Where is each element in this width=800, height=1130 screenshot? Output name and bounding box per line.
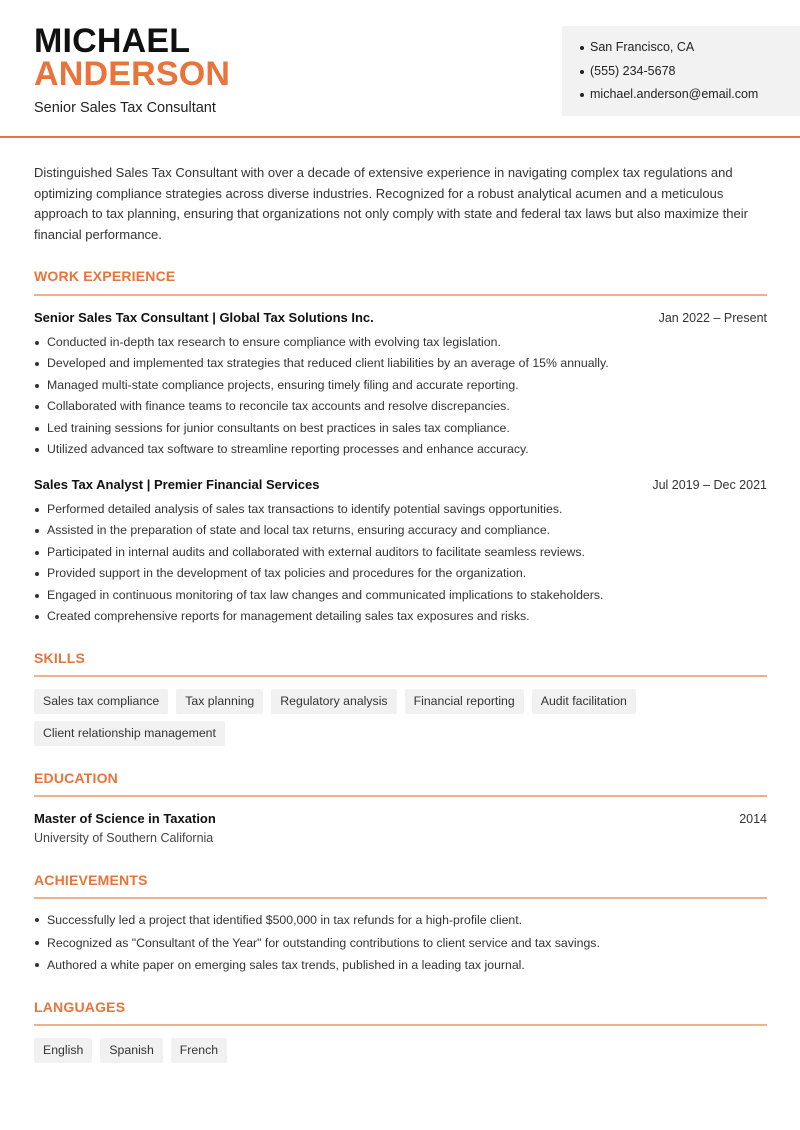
section-divider: [34, 1024, 767, 1026]
skill-chip: Sales tax compliance: [34, 689, 168, 714]
degree-title: Master of Science in Taxation: [34, 811, 216, 826]
resume-header: [0, 0, 800, 138]
job-title: Senior Sales Tax Consultant: [34, 100, 216, 116]
school-name: University of Southern California: [34, 831, 214, 845]
list-item: Collaborated with finance teams to reconcile tax accounts and resolve discrepancies.: [34, 396, 774, 417]
list-item: Managed multi-state compliance projects, ensuring timely filing and accurate reporting.: [34, 375, 774, 396]
skill-chip: Tax planning: [176, 689, 263, 714]
language-chip: Spanish: [100, 1038, 162, 1063]
list-item: Conducted in-depth tax research to ensure compliance with evolving tax legislation.: [34, 332, 774, 353]
education-year: 2014: [739, 812, 767, 826]
list-item: Developed and implemented tax strategies that reduced client liabilities by an average of 15% annually.: [34, 353, 774, 374]
achievements-heading: ACHIEVEMENTS: [34, 872, 148, 888]
section-divider: [34, 675, 767, 677]
section-divider: [34, 294, 767, 296]
first-name: MICHAEL: [34, 22, 191, 60]
last-name: ANDERSON: [34, 55, 231, 93]
job-role: Senior Sales Tax Consultant | Global Tax Solutions Inc.: [34, 310, 374, 325]
skill-chip: Financial reporting: [405, 689, 524, 714]
section-divider: [34, 795, 767, 797]
list-item: Performed detailed analysis of sales tax transactions to identify potential savings opportunities.: [34, 499, 774, 520]
job-dates: Jul 2019 – Dec 2021: [652, 478, 767, 492]
language-chip: French: [171, 1038, 227, 1063]
skill-chip: Audit facilitation: [532, 689, 636, 714]
languages-heading: LANGUAGES: [34, 999, 126, 1015]
list-item: Created comprehensive reports for management detailing sales tax exposures and risks.: [34, 606, 774, 627]
list-item: Engaged in continuous monitoring of tax law changes and communicated implications to stakeholders.: [34, 585, 774, 606]
skill-chip: Regulatory analysis: [271, 689, 396, 714]
achievements-list: [34, 909, 774, 977]
contact-location: San Francisco, CA: [580, 36, 800, 60]
contact-phone: (555) 234-5678: [580, 60, 800, 84]
skill-chip: Client relationship management: [34, 721, 225, 746]
languages-list: [34, 1038, 774, 1070]
section-divider: [34, 897, 767, 899]
list-item: Utilized advanced tax software to streamline reporting processes and enhance accuracy.: [34, 439, 774, 460]
list-item: Recognized as "Consultant of the Year" for outstanding contributions to client service and tax savings.: [34, 932, 774, 955]
list-item: Assisted in the preparation of state and local tax returns, ensuring accuracy and compliance.: [34, 520, 774, 541]
skills-list: [34, 689, 774, 753]
list-item: Provided support in the development of tax policies and procedures for the organization.: [34, 563, 774, 584]
work-experience-heading: WORK EXPERIENCE: [34, 268, 176, 284]
list-item: Participated in internal audits and collaborated with external auditors to facilitate seamless reviews.: [34, 542, 774, 563]
job-dates: Jan 2022 – Present: [658, 311, 767, 325]
education-heading: EDUCATION: [34, 770, 118, 786]
job-bullets: [34, 332, 774, 460]
list-item: Successfully led a project that identified $500,000 in tax refunds for a high-profile client.: [34, 909, 774, 932]
list-item: Led training sessions for junior consultants on best practices in sales tax compliance.: [34, 418, 774, 439]
list-item: Authored a white paper on emerging sales tax trends, published in a leading tax journal.: [34, 954, 774, 977]
contact-email: michael.anderson@email.com: [580, 83, 800, 107]
language-chip: English: [34, 1038, 92, 1063]
job-role: Sales Tax Analyst | Premier Financial Services: [34, 477, 320, 492]
skills-heading: SKILLS: [34, 650, 85, 666]
professional-summary: Distinguished Sales Tax Consultant with over a decade of extensive experience in navigating complex tax regulations and optimizing compliance strategies across diverse industries. Recognized for a robust analytical acumen and a meticulous approach to tax planning, ensuring that organizations not only comply with state and federal tax laws but also maximize their financial performance.: [34, 165, 748, 242]
job-bullets: [34, 499, 774, 627]
contact-box: [562, 26, 800, 116]
